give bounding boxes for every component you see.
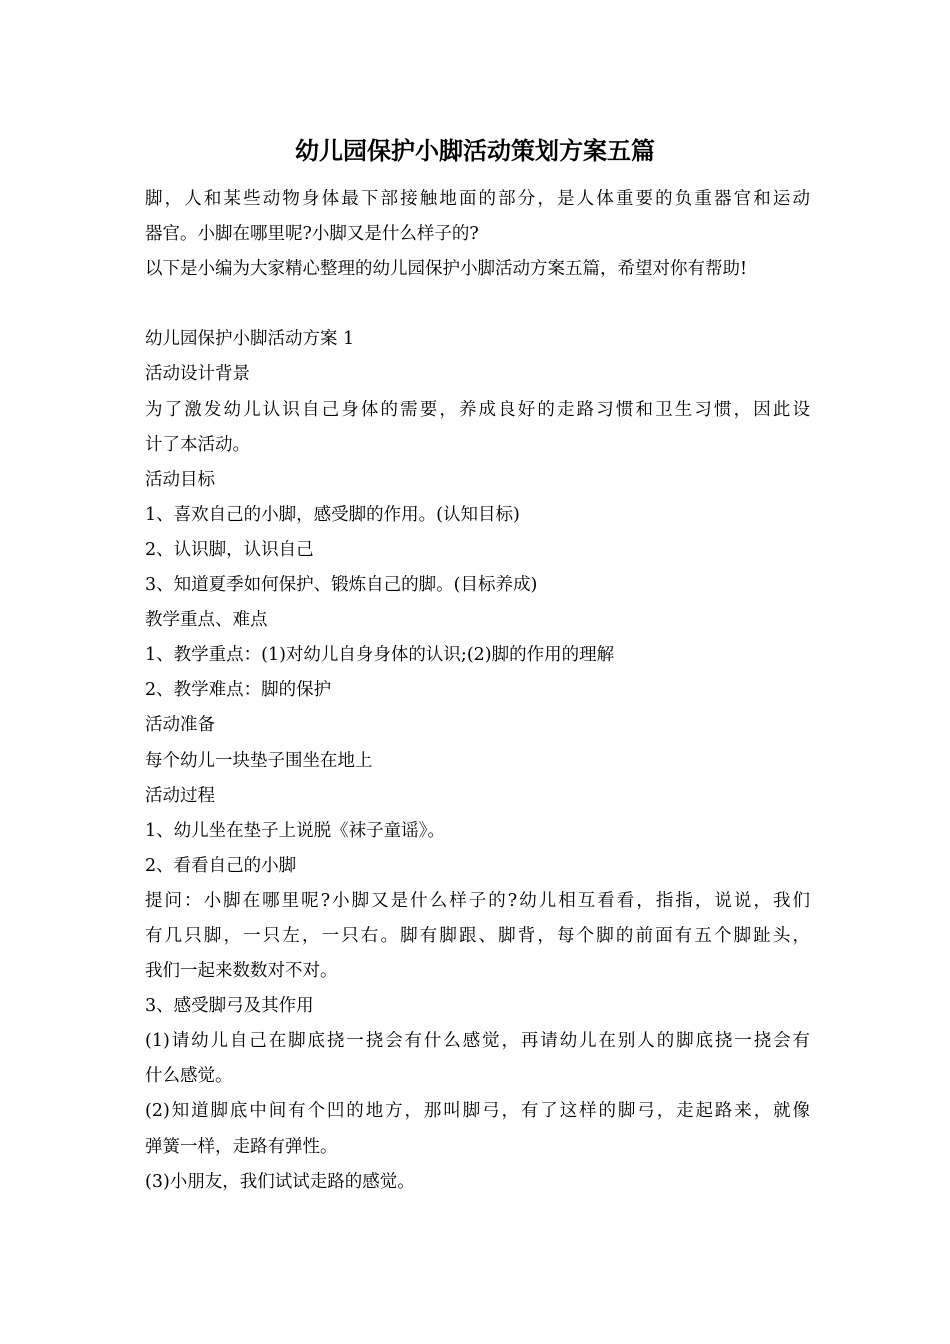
paragraph-line: 有几只脚，一只左，一只右。脚有脚跟、脚背，每个脚的前面有五个脚趾头，	[145, 925, 810, 946]
paragraph-line: (3)小朋友，我们试试走路的感觉。	[145, 1171, 415, 1192]
paragraph-line: 什么感觉。	[145, 1066, 233, 1087]
subsection-heading: 活动准备	[145, 715, 215, 736]
list-item: 1、幼儿坐在垫子上说脱《袜子童谣》。	[145, 820, 445, 841]
document-body	[145, 182, 810, 1200]
list-item: 3、知道夏季如何保护、锻炼自己的脚。(目标养成)	[145, 575, 538, 596]
paragraph-line: (1)请幼儿自己在脚底挠一挠会有什么感觉，再请幼儿在别人的脚底挠一挠会有	[145, 1031, 810, 1052]
paragraph-line: 我们一起来数数对不对。	[145, 961, 338, 982]
paragraph-line: 以下是小编为大家精心整理的幼儿园保护小脚活动方案五篇，希望对你有帮助!	[145, 259, 748, 280]
paragraph-line: 提问：小脚在哪里呢?小脚又是什么样子的?幼儿相互看看，指指，说说，我们	[145, 890, 810, 911]
document-title: 幼儿园保护小脚活动策划方案五篇	[295, 136, 655, 165]
subsection-heading: 教学重点、难点	[145, 610, 268, 631]
paragraph-line: 脚，人和某些动物身体最下部接触地面的部分，是人体重要的负重器官和运动	[145, 189, 810, 209]
list-item: 2、认识脚，认识自己	[145, 539, 314, 560]
blank-line	[145, 287, 810, 322]
paragraph-line: 计了本活动。	[145, 434, 250, 455]
subsection-heading: 活动过程	[145, 785, 215, 806]
list-item: 2、看看自己的小脚	[145, 855, 297, 876]
list-item: 1、教学重点：(1)对幼儿自身身体的认识;(2)脚的作用的理解	[145, 645, 615, 666]
paragraph-line: 器官。小脚在哪里呢?小脚又是什么样子的?	[145, 224, 479, 245]
subsection-heading: 活动设计背景	[145, 364, 250, 385]
subsection-heading: 活动目标	[145, 469, 215, 490]
list-item: 1、喜欢自己的小脚，感受脚的作用。(认知目标)	[145, 504, 520, 525]
section-heading: 幼儿园保护小脚活动方案 1	[145, 329, 355, 350]
list-item: 3、感受脚弓及其作用	[145, 996, 314, 1017]
paragraph-line: 每个幼儿一块垫子围坐在地上	[145, 750, 373, 771]
paragraph-line: (2)知道脚底中间有个凹的地方，那叫脚弓，有了这样的脚弓，走起路来，就像	[145, 1101, 810, 1122]
paragraph-line: 为了激发幼儿认识自己身体的需要，养成良好的走路习惯和卫生习惯，因此设	[145, 399, 810, 420]
list-item: 2、教学难点：脚的保护	[145, 680, 332, 701]
paragraph-line: 弹簧一样，走路有弹性。	[145, 1136, 338, 1157]
